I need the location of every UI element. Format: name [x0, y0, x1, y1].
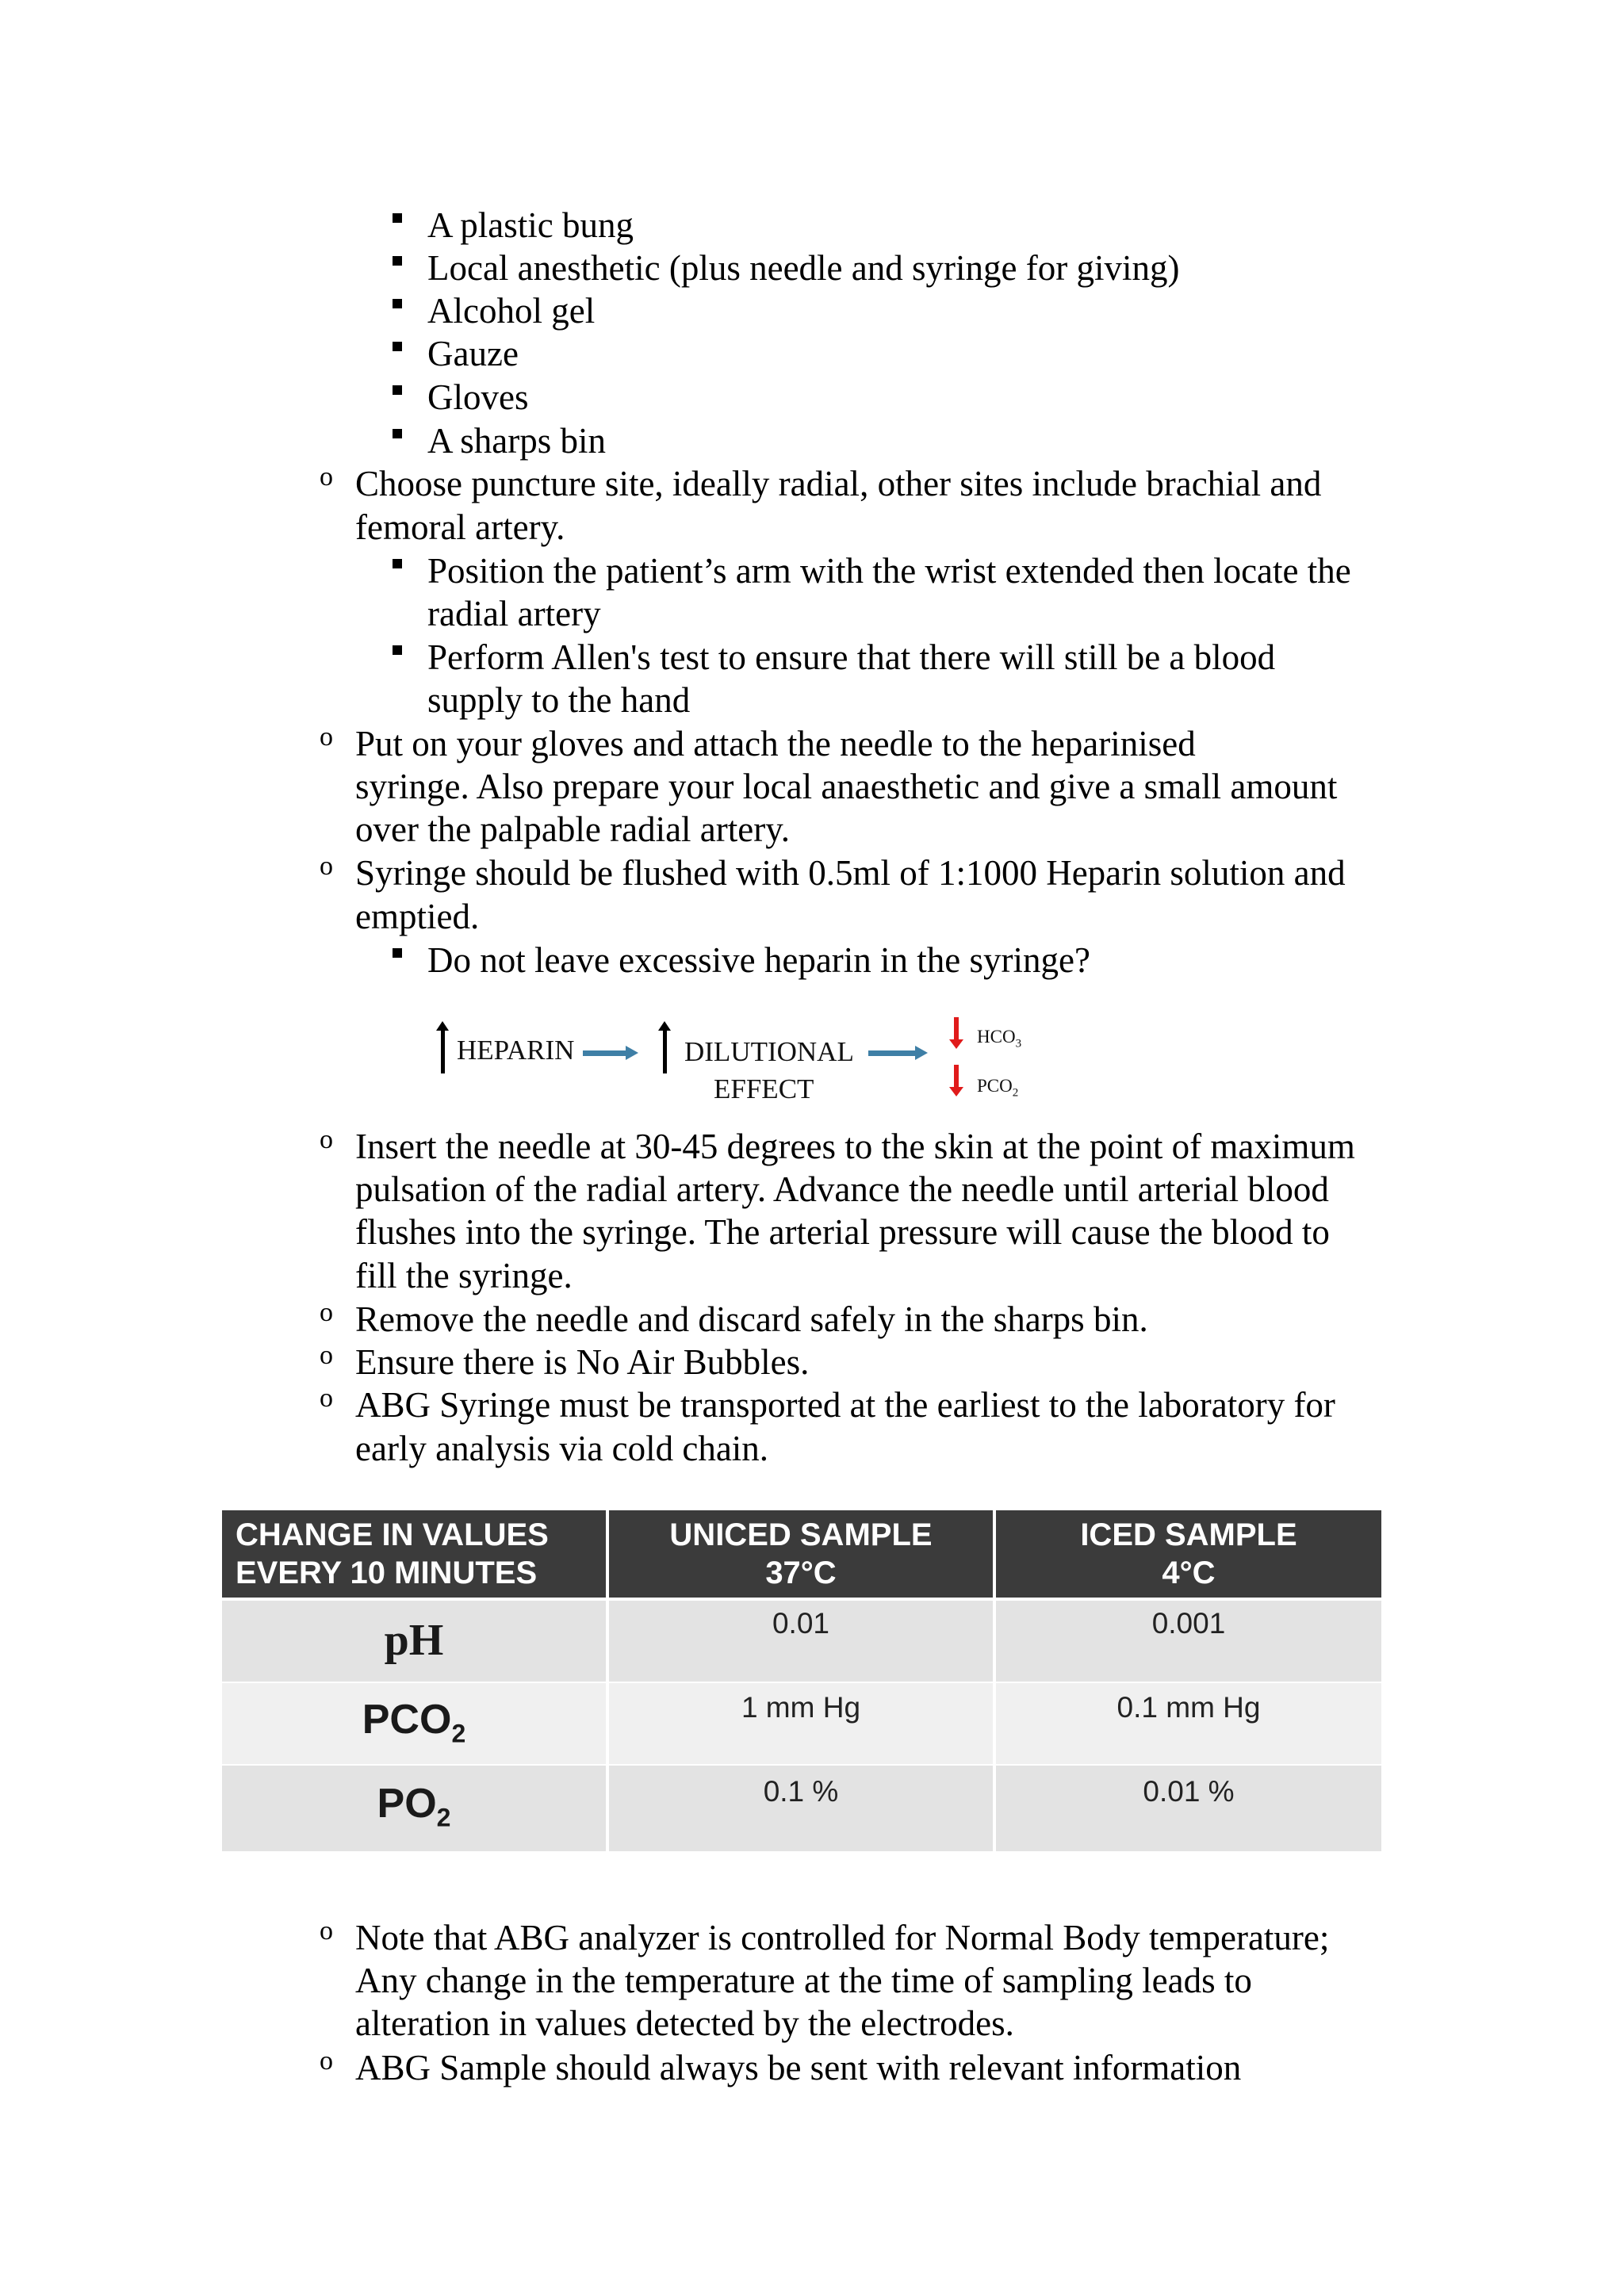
decrease-arrow-icon: [954, 1065, 959, 1089]
list-item: Alcohol gel: [427, 291, 596, 331]
table-cell: 0.01: [609, 1601, 993, 1682]
effect-label: EFFECT: [714, 1073, 814, 1104]
circle-bullet-icon: o: [320, 722, 333, 752]
list-item: Insert the needle at 30-45 degrees to the skin at the point of maximum: [355, 1127, 1355, 1166]
header-text: ICED SAMPLE: [1080, 1517, 1297, 1552]
list-item-continuation: emptied.: [355, 897, 480, 936]
list-item: Syringe should be flushed with 0.5ml of 1:1000 Heparin solution and: [355, 853, 1346, 893]
list-item-continuation: fill the syringe.: [355, 1256, 573, 1295]
list-item: Gauze: [427, 334, 519, 373]
list-item: ABG Syringe must be transported at the earliest to the laboratory for: [355, 1385, 1335, 1425]
list-item: Do not leave excessive heparin in the syringe?: [427, 940, 1090, 980]
list-item-continuation: Any change in the temperature at the time of sampling leads to: [355, 1961, 1252, 2000]
square-bullet-icon: [393, 342, 402, 351]
list-item-continuation: supply to the hand: [427, 680, 691, 720]
list-item-continuation: pulsation of the radial artery. Advance the needle until arterial blood: [355, 1169, 1329, 1209]
circle-bullet-icon: o: [320, 1125, 333, 1154]
pco2-label: $PCO_2$: [977, 1076, 1019, 1100]
circle-bullet-icon: o: [320, 1298, 333, 1327]
square-bullet-icon: [393, 213, 402, 223]
list-item: A sharps bin: [427, 421, 606, 461]
list-item: Note that ABG analyzer is controlled for Normal Body temperature;: [355, 1918, 1330, 1957]
list-item-continuation: radial artery: [427, 594, 601, 633]
hco3-label: $HCO_3$: [977, 1027, 1022, 1050]
list-item: Gloves: [427, 377, 529, 417]
list-item-continuation: over the palpable radial artery.: [355, 809, 791, 849]
square-bullet-icon: [393, 645, 402, 655]
circle-bullet-icon: o: [320, 1916, 333, 1946]
list-item: Perform Allen's test to ensure that there will still be a blood: [427, 637, 1276, 677]
list-item: Remove the needle and discard safely in the sharps bin.: [355, 1299, 1148, 1339]
header-text: 4°C: [1162, 1556, 1216, 1590]
circle-bullet-icon: o: [320, 1341, 333, 1370]
square-bullet-icon: [393, 256, 402, 266]
table-header-cell: [609, 1510, 993, 1598]
list-item-continuation: femoral artery.: [355, 507, 565, 547]
row-label-text: pH: [384, 1616, 444, 1665]
table-cell: 0.001: [996, 1601, 1381, 1682]
header-text: 37°C: [765, 1556, 837, 1590]
list-item-continuation: flushes into the syringe. The arterial pressure will cause the blood to: [355, 1212, 1330, 1252]
table-row-label: [222, 1683, 606, 1764]
list-item-continuation: alteration in values detected by the electrodes.: [355, 2003, 1014, 2043]
decrease-arrow-icon: [954, 1017, 959, 1041]
list-item: Put on your gloves and attach the needle to the heparinised: [355, 724, 1196, 763]
table-row-label: [222, 1766, 606, 1851]
row-label-text: $PO_2$: [377, 1781, 451, 1832]
right-arrow-icon: [583, 1050, 627, 1056]
row-label-text: $PCO_2$: [362, 1697, 466, 1748]
increase-arrow-icon: [441, 1029, 445, 1073]
table-row-label: [222, 1601, 606, 1682]
list-item: Position the patient’s arm with the wrist extended then locate the: [427, 551, 1351, 591]
square-bullet-icon: [393, 948, 402, 958]
heparin-label: HEPARIN: [457, 1035, 575, 1066]
list-item: ABG Sample should always be sent with relevant information: [355, 2048, 1242, 2087]
square-bullet-icon: [393, 385, 402, 395]
table-header-cell: [996, 1510, 1381, 1598]
right-arrow-icon: [868, 1050, 917, 1056]
sample-change-table: [222, 1510, 1381, 1851]
header-text: EVERY 10 MINUTES: [236, 1556, 538, 1590]
table-cell: 0.1 %: [609, 1766, 993, 1851]
list-item: Local anesthetic (plus needle and syringe for giving): [427, 248, 1180, 288]
list-item: Ensure there is No Air Bubbles.: [355, 1342, 810, 1382]
square-bullet-icon: [393, 429, 402, 438]
list-item: Choose puncture site, ideally radial, other sites include brachial and: [355, 464, 1322, 503]
table-header-cell: [222, 1510, 606, 1598]
square-bullet-icon: [393, 299, 402, 308]
circle-bullet-icon: o: [320, 462, 333, 492]
header-text: UNICED SAMPLE: [669, 1517, 933, 1552]
header-text: CHANGE IN VALUES: [236, 1517, 549, 1552]
list-item-continuation: syringe. Also prepare your local anaesthetic and give a small amount: [355, 767, 1338, 806]
circle-bullet-icon: o: [320, 851, 333, 881]
list-item-continuation: early analysis via cold chain.: [355, 1429, 769, 1468]
table-cell: 0.01 %: [996, 1766, 1381, 1851]
dilutional-label: DILUTIONAL: [684, 1036, 854, 1067]
circle-bullet-icon: o: [320, 1383, 333, 1413]
circle-bullet-icon: o: [320, 2046, 333, 2076]
increase-arrow-icon: [663, 1029, 667, 1073]
list-item: A plastic bung: [427, 205, 634, 245]
table-cell: 1 mm Hg: [609, 1683, 993, 1764]
square-bullet-icon: [393, 559, 402, 568]
table-cell: 0.1 mm Hg: [996, 1683, 1381, 1764]
